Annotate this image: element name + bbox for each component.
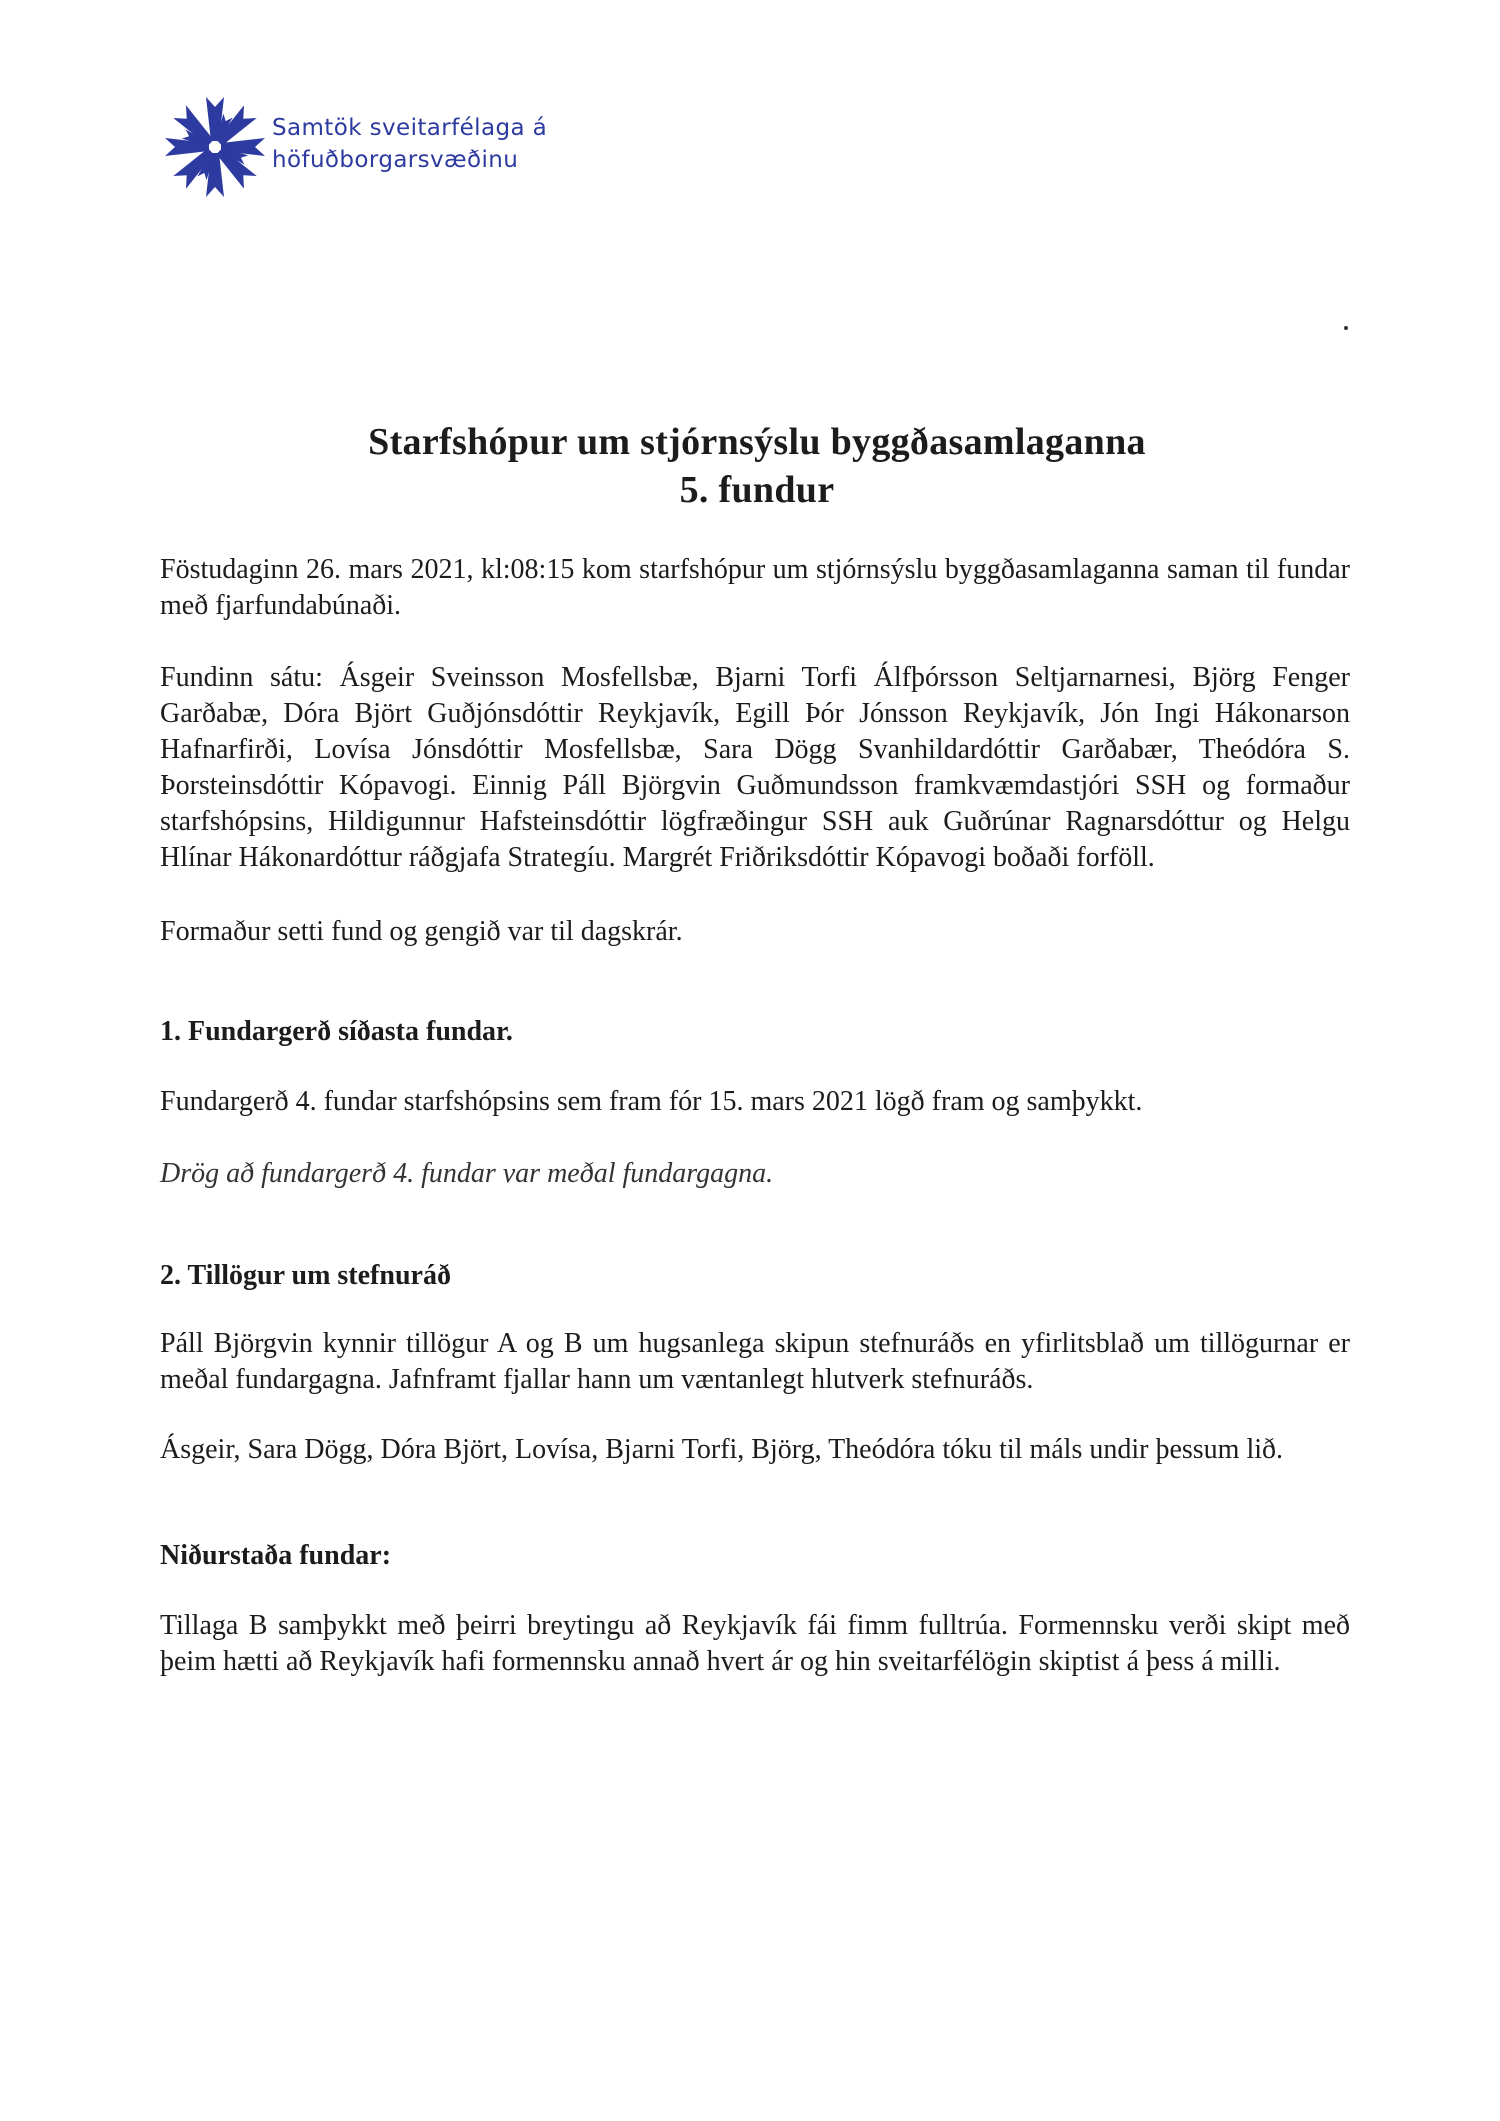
attendance-paragraph: Fundinn sátu: Ásgeir Sveinsson Mosfellsbæ, Bjarni Torfi Álfþórsson Seltjarnarnesi, Björg Fenger Garðabæ, Dóra Björt Guðjónsdóttir Reykjavík, Egill Þór Jónsson Reykjavík, Jón Ingi Hákonarson Hafnarfirði, Lovísa Jónsdóttir Mosfellsbæ, Sara Dögg Svanhildardóttir Garðabær, Theódóra S. Þorsteinsdóttir Kópavogi. Einnig Páll Björgvin Guðmundsson framkvæmdastjóri SSH og formaður starfshópsins, Hildigunnur Hafsteinsdóttir lögfræðingur SSH auk Guðrúnar Ragnarsdóttur og Helgu Hlínar Hákonardóttur ráðgjafa Strategíu. Margrét Friðriksdóttir Kópavogi boðaði forföll.	[160, 662, 1350, 873]
section1-heading: 1. Fundargerð síðasta fundar.	[160, 1016, 513, 1047]
org-name-line1: Samtök sveitarfélaga á	[272, 115, 548, 141]
intro-paragraph: Föstudaginn 26. mars 2021, kl:08:15 kom starfshópur um stjórnsýslu byggðasamlaganna saman til fundar með fjarfundabúnaði.	[160, 554, 1350, 621]
scan-dot	[1344, 326, 1348, 330]
result-text: Tillaga B samþykkt með þeirri breytingu að Reykjavík fái fimm fulltrúa. Formennsku verði skipt með þeim hætti að Reykjavík hafi formennsku annað hvert ár og hin sveitarfélögin skiptist á þess á milli.	[160, 1610, 1350, 1677]
org-name	[272, 112, 547, 176]
section1-text: Fundargerð 4. fundar starfshópsins sem fram fór 15. mars 2021 lögð fram og samþykkt.	[160, 1086, 1143, 1117]
section2-text1: Páll Björgvin kynnir tillögur A og B um hugsanlega skipun stefnuráðs en yfirlitsblað um tillögurnar er meðal fundargagna. Jafnframt fjallar hann um væntanlegt hlutverk stefnuráðs.	[160, 1328, 1350, 1395]
document-title: Starfshópur um stjórnsýslu byggðasamlaganna	[368, 421, 1146, 463]
section2-heading: 2. Tillögur um stefnuráð	[160, 1260, 451, 1291]
org-logo	[160, 92, 560, 202]
org-name-line2: höfuðborgarsvæðinu	[272, 147, 519, 173]
meeting-number: 5. fundur	[679, 469, 835, 511]
result-heading: Niðurstaða fundar:	[160, 1540, 392, 1571]
section1-note: Drög að fundargerð 4. fundar var meðal fundargagna.	[160, 1158, 774, 1189]
snowflake-logo-icon	[160, 92, 270, 202]
opening-paragraph: Formaður setti fund og gengið var til dagskrár.	[160, 916, 683, 947]
section2-text2: Ásgeir, Sara Dögg, Dóra Björt, Lovísa, Bjarni Torfi, Björg, Theódóra tóku til máls undir þessum lið.	[160, 1434, 1284, 1465]
